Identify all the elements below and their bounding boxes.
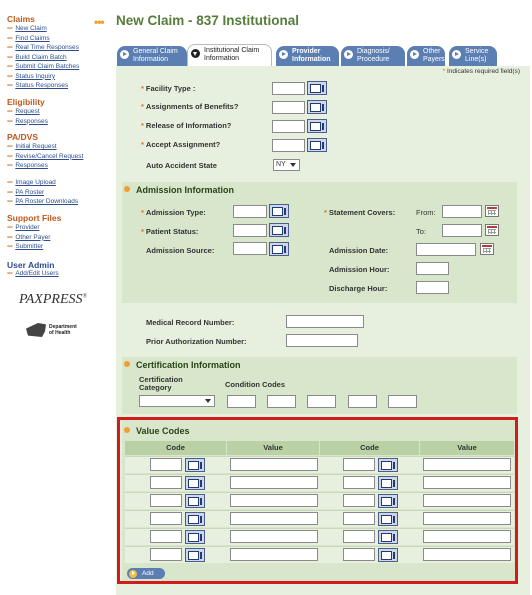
release-of-information-picker-icon[interactable]	[307, 119, 327, 133]
admission-hour-label: Admission Hour:	[329, 265, 390, 274]
admission-source-label: Admission Source:	[146, 246, 215, 255]
value-codes-title: Value Codes	[124, 426, 190, 436]
calendar-icon[interactable]	[480, 243, 494, 255]
patient-status-label: * Patient Status:	[141, 227, 199, 236]
link-bullet-icon: •••	[7, 53, 13, 61]
bullet-icon	[124, 361, 130, 367]
link-bullet-icon: •••	[7, 143, 13, 150]
tab-arrow-icon	[410, 50, 419, 59]
link-bullet-icon: •••	[7, 179, 13, 186]
facility-type-input[interactable]	[272, 82, 305, 95]
sidebar-section-support-files: Support Files	[7, 213, 62, 223]
sidebar-link[interactable]: ••• Image Upload	[7, 179, 56, 186]
condition-code-input-2[interactable]	[267, 395, 296, 408]
link-bullet-icon: •••	[7, 72, 13, 80]
ny-state-map-icon	[26, 323, 46, 337]
admission-hour-input[interactable]	[416, 262, 449, 275]
link-bullet-icon: •••	[7, 108, 13, 115]
certification-category-label: Certification Category	[139, 375, 183, 392]
sidebar-link[interactable]: ••• Submit Claim Batches	[7, 63, 80, 70]
tab-arrow-down-icon	[191, 49, 200, 58]
link-bullet-icon: •••	[7, 82, 13, 89]
value-codes-header-value-2: Value	[420, 441, 514, 455]
sidebar-link[interactable]: ••• PA Roster Downloads	[7, 198, 79, 205]
sidebar-link[interactable]: ••• Find Claims	[7, 34, 50, 42]
department-of-health-logo: Department of Health	[26, 323, 77, 337]
sidebar-link[interactable]: ••• Status Inquiry	[7, 72, 56, 80]
header-dots-icon: •••	[94, 15, 104, 29]
sidebar-section-eligibility: Eligibility	[7, 97, 45, 107]
auto-accident-state-select[interactable]: NY	[273, 159, 300, 171]
value-codes-highlight	[117, 417, 518, 584]
sidebar-link[interactable]: ••• Status Responses	[7, 82, 69, 89]
discharge-hour-input[interactable]	[416, 281, 449, 294]
link-bullet-icon: •••	[7, 44, 13, 51]
admission-information-title: Admission Information	[124, 185, 234, 195]
prior-authorization-number-input[interactable]	[286, 334, 358, 347]
value-codes-header-code-1: Code	[125, 441, 226, 455]
facility-type-label: * Facility Type :	[141, 84, 196, 93]
admission-type-picker-icon[interactable]	[269, 204, 289, 218]
accept-assignment-label: * Accept Assignment?	[141, 140, 221, 149]
admission-date-input[interactable]	[416, 243, 476, 256]
tab-arrow-icon	[120, 50, 129, 59]
patient-status-input[interactable]	[233, 224, 267, 237]
accept-assignment-picker-icon[interactable]	[307, 138, 327, 152]
tab-other-payers[interactable]: Other Payers	[407, 46, 445, 66]
statement-covers-label: * Statement Covers:	[324, 208, 396, 217]
tab-provider-information[interactable]: Provider Information	[276, 46, 339, 66]
condition-codes-label: Condition Codes	[225, 380, 285, 389]
sidebar-link[interactable]: ••• Other Payer	[7, 233, 51, 241]
sidebar-link[interactable]: ••• Revise/Cancel Request	[7, 152, 84, 160]
statement-from-input[interactable]	[442, 205, 482, 218]
chevron-down-icon	[205, 399, 211, 403]
admission-source-input[interactable]	[233, 242, 267, 255]
link-bullet-icon: •••	[7, 25, 13, 32]
medical-record-number-input[interactable]	[286, 315, 364, 328]
chevron-down-icon	[290, 163, 296, 167]
to-label: To:	[416, 227, 427, 236]
link-bullet-icon: •••	[7, 224, 13, 231]
tab-institutional-claim-information[interactable]: Institutional Claim Information	[187, 44, 272, 66]
assignments-of-benefits-input[interactable]	[272, 101, 305, 114]
required-fields-note: * Indicates required field(s)	[442, 68, 520, 75]
bullet-icon	[124, 186, 130, 192]
medical-record-number-label: Medical Record Number:	[146, 318, 235, 327]
calendar-icon[interactable]	[485, 205, 499, 217]
release-of-information-input[interactable]	[272, 120, 305, 133]
sidebar-link[interactable]: ••• Submitter	[7, 243, 44, 250]
link-bullet-icon: •••	[7, 270, 13, 277]
calendar-icon[interactable]	[485, 224, 499, 236]
tab-arrow-icon	[452, 50, 461, 59]
link-bullet-icon: •••	[7, 63, 13, 70]
tab-arrow-icon	[279, 50, 288, 59]
sidebar-link[interactable]: ••• Responses	[7, 117, 48, 125]
condition-code-input-5[interactable]	[388, 395, 417, 408]
sidebar-nav	[0, 0, 102, 595]
link-bullet-icon: •••	[7, 188, 13, 196]
tab-service-lines[interactable]: Service Line(s)	[449, 46, 497, 66]
sidebar-link[interactable]: ••• New Claim	[7, 25, 47, 32]
tab-diagnosis-procedure[interactable]: Diagnosis/ Procedure	[341, 46, 405, 66]
value-codes-header-code-2: Code	[320, 441, 419, 455]
admission-type-input[interactable]	[233, 205, 267, 218]
tab-general-claim-information[interactable]: General Claim Information	[117, 46, 187, 66]
assignments-of-benefits-picker-icon[interactable]	[307, 100, 327, 114]
auto-accident-state-label: Auto Accident State	[146, 161, 217, 170]
statement-to-input[interactable]	[442, 224, 482, 237]
tab-arrow-icon	[344, 50, 353, 59]
link-bullet-icon: •••	[7, 243, 13, 250]
certification-category-select[interactable]	[139, 395, 215, 407]
admission-type-label: * Admission Type:	[141, 208, 206, 217]
sidebar-link[interactable]: ••• Provider	[7, 224, 40, 231]
link-bullet-icon: •••	[7, 34, 13, 42]
link-bullet-icon: •••	[7, 152, 13, 160]
paxpress-logo: PAXPRESS®	[19, 292, 88, 307]
sidebar-link[interactable]: ••• PA Roster	[7, 188, 45, 196]
facility-type-picker-icon[interactable]	[307, 81, 327, 95]
from-label: From:	[416, 208, 436, 217]
page-title: New Claim - 837 Institutional	[116, 13, 300, 28]
admission-source-picker-icon[interactable]	[269, 242, 289, 256]
sidebar-link[interactable]: ••• Build Claim Batch	[7, 53, 67, 61]
assignments-of-benefits-label: * Assignments of Benefits?	[141, 102, 239, 111]
add-value-code-button[interactable]: Add	[127, 568, 165, 579]
accept-assignment-input[interactable]	[272, 139, 305, 152]
sidebar-link[interactable]: ••• Add/Edit Users	[7, 270, 59, 277]
sidebar-link[interactable]: ••• Real Time Responses	[7, 44, 79, 51]
sidebar-link[interactable]: ••• Request	[7, 108, 40, 115]
sidebar-section-claims: Claims	[7, 14, 35, 24]
sidebar-link[interactable]: ••• Initial Request	[7, 143, 57, 150]
link-bullet-icon: •••	[7, 162, 13, 169]
link-bullet-icon: •••	[7, 198, 13, 205]
value-codes-header-value-1: Value	[227, 441, 319, 455]
link-bullet-icon: •••	[7, 117, 13, 125]
sidebar-section-pa-dvs: PA/DVS	[7, 132, 39, 142]
discharge-hour-label: Discharge Hour:	[329, 284, 388, 293]
sidebar-section-user-admin: User Admin	[7, 260, 55, 270]
condition-code-input-3[interactable]	[307, 395, 336, 408]
certification-information-title: Certification Information	[124, 360, 241, 370]
admission-date-label: Admission Date:	[329, 246, 389, 255]
patient-status-picker-icon[interactable]	[269, 223, 289, 237]
prior-authorization-number-label: Prior Authorization Number:	[146, 337, 247, 346]
link-bullet-icon: •••	[7, 233, 13, 241]
condition-code-input-1[interactable]	[227, 395, 256, 408]
condition-code-input-4[interactable]	[348, 395, 377, 408]
sidebar-link[interactable]: ••• Responses	[7, 162, 48, 169]
release-of-information-label: * Release of Information?	[141, 121, 232, 130]
